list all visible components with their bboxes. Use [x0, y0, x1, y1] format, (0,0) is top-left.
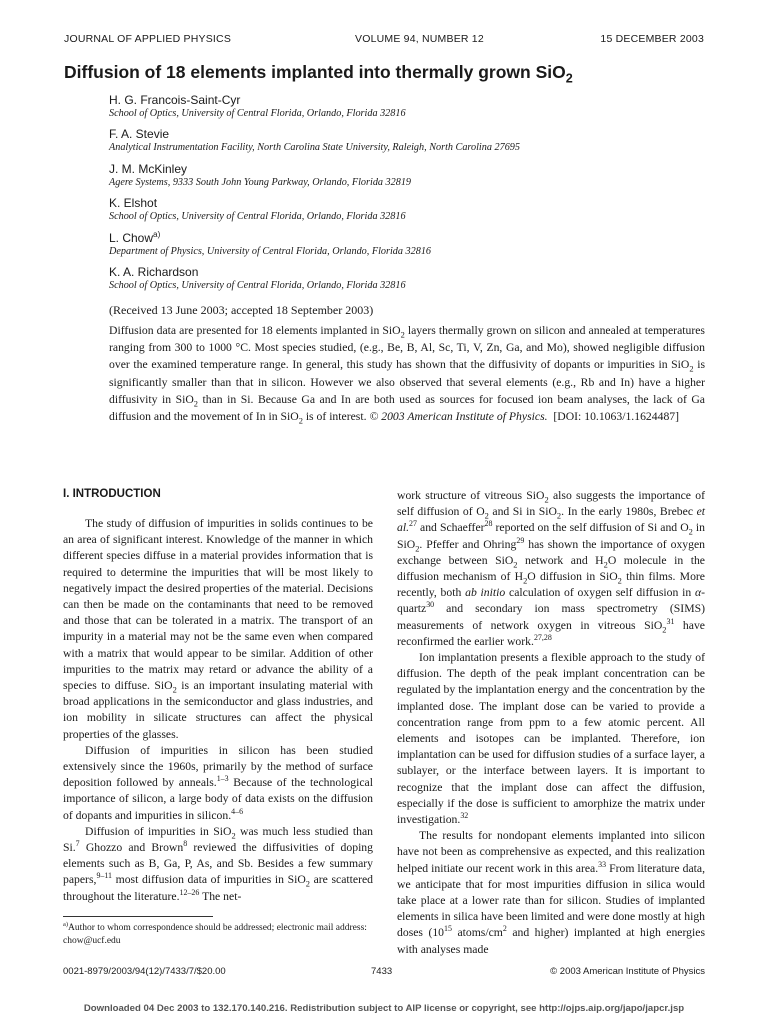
received-dates: (Received 13 June 2003; accepted 18 September 2003) [109, 303, 374, 317]
copyright-notice: © 2003 American Institute of Physics [550, 966, 705, 977]
download-notice: Downloaded 04 Dec 2003 to 132.170.140.216. Redistribution subject to AIP license or copyright, see http://ojps.aip.org/japo/japcr.jsp [83, 1003, 685, 1014]
author-affiliation: Analytical Instrumentation Facility, North Carolina State University, Raleigh, North Carolina 27695 [109, 142, 520, 153]
author-name: L. Chow$^{a)}$ [109, 230, 161, 245]
paragraph: Diffusion of impurities in SiO$_2$ was much less studied than Si.$^7$ Ghozzo and Brown$^8$ reviewed the diffusivities of doping elements such as B, Ga, P, As, and Sb. Besides a few summary papers,$^{9-11}$ most diffusion data of impurities in SiO$_2$ are scattered throughout the literature.$^{12-26}$ The net- [63, 824, 373, 903]
paragraph: The results for nondopant elements implanted into silicon have not been as comprehensive as expected, and this realization helped initiate our recent work in this area.$^{33}$ From literature data, we anticipate that for most impurities diffusion in silica would take place at a lower rate than for silicon. Studies of implanted elements in silica have been limited and were done mostly at high doses ($10^{15}$ atoms/$cm^2$ and higher) implanted at high energies with analyses made [397, 829, 706, 956]
author-affiliation: School of Optics, University of Central Florida, Orlando, Florida 32816 [109, 211, 406, 222]
body-column-left [63, 516, 373, 905]
author-affiliation: Agere Systems, 9333 South John Young Parkway, Orlando, Florida 32819 [109, 177, 412, 188]
section-heading: I. INTRODUCTION [63, 488, 161, 500]
footnote: $^{a)}$Author to whom correspondence should be addressed; electronic mail address: chow@ucf.edu [63, 920, 367, 946]
paragraph: Ion implantation presents a flexible approach to the study of diffusion. The depth of the peak implant concentration can be regulated by the implantation energy and the concentration by the implanted dose. The implant dose can be varied to provide a concentration range from ppm to a few atomic percent. All elements and isotopes can be implanted. Therefore, ion implantation can be used for diffusion studies of a surface layer, a sublayer, or the interface between layers. It is important to recognize that the implant dose can affect the diffusion, especially if the dose is sufficient to amorphize the matrix under investigation.$^{32}$ [397, 651, 705, 827]
author-name: H. G. Francois-Saint-Cyr [109, 93, 241, 107]
paper-title: Diffusion of 18 elements implanted into thermally grown SiO$_2$ [64, 62, 573, 86]
author-affiliation: School of Optics, University of Central Florida, Orlando, Florida 32816 [109, 108, 406, 119]
paragraph: Diffusion of impurities in silicon has been studied extensively since the 1960s, primarily by the method of surface deposition followed by anneals.$^{1-3}$ Because of the technological importance of silicon, a large body of data exists on the diffusion of dopants and impurities in silicon.$^{4-6}$ [63, 743, 373, 822]
abstract: Diffusion data are presented for 18 elements implanted in SiO$_2$ layers thermally grown on silicon and annealed at temperatures ranging from 300 to 1000 °C. Most species studied, (e.g., Be, B, Al, Sc, Ti, V, Zn, Ga, and Mo), showed negligible diffusion over the examined temperature range. In general, this study has shown that the diffusivity of dopants or impurities in SiO$_2$ is significantly smaller than that in silicon. However we also observed that several elements (e.g., Rb and In) have a higher diffusivity in SiO$_2$ than in Si. Because Ga and In are both used as sources for focused ion beam analyses, the lack of Ga diffusion and the movement of In in SiO$_2$ is of interest. © 2003 American Institute of Physics. [DOI: 10.1063/1.1624487] [109, 324, 706, 426]
author-name: K. A. Richardson [109, 265, 199, 279]
author-name: J. M. McKinley [109, 162, 188, 176]
author-name: F. A. Stevie [109, 127, 170, 141]
issn-line: 0021-8979/2003/94(12)/7433/7/$20.00 [63, 966, 226, 977]
paragraph: The study of diffusion of impurities in solids continues to be an area of significant interest. Knowledge of the manner in which different species diffuse in a material provides information that is required to determine the impurities that will be most likely to negatively impact the desired properties of the material. Decisions can then be made on the contaminants that need to be removed and those that can be tolerated in a matrix. The transport of an impurity in a material may not be the same even when compared with a matrix that would appear to be similar. Addition of other impurities to the matrix may retard or advance the ability of a species to diffuse. SiO$_2$ is an important insulating material with broad applications in the semiconductor and glass industries, and ion mobility in silicate structures can affect the physical properties of the glasses. [63, 517, 374, 741]
journal-name: JOURNAL OF APPLIED PHYSICS [64, 33, 232, 45]
author-name: K. Elshot [109, 196, 158, 210]
page-number: 7433 [371, 966, 393, 977]
footnote-divider [63, 916, 213, 917]
author-affiliation: Department of Physics, University of Central Florida, Orlando, Florida 32816 [109, 246, 432, 257]
body-column-right [397, 488, 705, 958]
volume-number: VOLUME 94, NUMBER 12 [355, 33, 484, 45]
paragraph: work structure of vitreous SiO$_2$ also suggests the importance of self diffusion of $O_2$ and Si in SiO$_2$. In the early 1980s, Brebec et al.$^{27}$ and Schaeffer$^{28}$ reported on the self diffusion of Si and $O_2$ in SiO$_2$. Pfeffer and Ohring$^{29}$ has shown the importance of oxygen exchange between SiO$_2$ network and $H_2O$ molecule in the diffusion mechanism of $H_2O$ diffusion in SiO$_2$ thin films. More recently, both ab initio calculation of oxygen self diffusion in α-quartz$^{30}$ and secondary ion mass spectrometry (SIMS) measurements of network oxygen in vitreous SiO$_2^{31}$ have reconfirmed the earlier work.$^{27,28}$ [397, 489, 706, 648]
author-affiliation: School of Optics, University of Central Florida, Orlando, Florida 32816 [109, 280, 406, 291]
issue-date: 15 DECEMBER 2003 [600, 33, 704, 45]
